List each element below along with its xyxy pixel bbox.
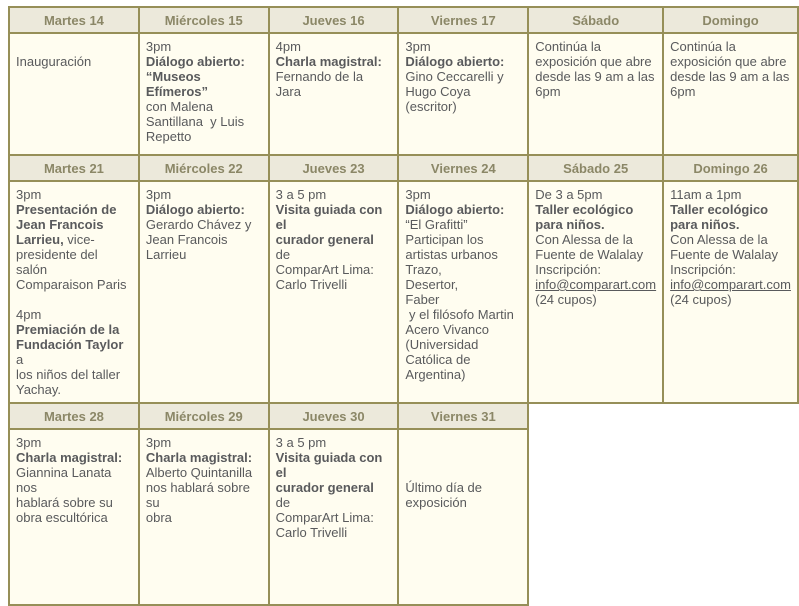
event-text: de — [275, 480, 378, 510]
day-cell — [663, 181, 798, 403]
event-text: a — [16, 337, 128, 367]
event-text: 3pm — [16, 435, 42, 450]
day-header: Miércoles 22 — [139, 155, 269, 181]
event-line — [405, 39, 521, 54]
event-line — [405, 367, 521, 382]
event-line — [146, 54, 262, 69]
event-text: 6pm — [535, 84, 561, 99]
event-line — [146, 202, 262, 217]
event-line — [405, 187, 521, 202]
event-line — [405, 217, 521, 232]
event-title-text: Taller ecológico — [670, 202, 769, 217]
event-text: Gino Ceccarelli y — [405, 69, 504, 84]
event-text: 3 a 5 pm — [275, 435, 327, 450]
event-line — [670, 262, 791, 277]
event-title-text: curador general — [275, 232, 374, 247]
event-line — [16, 450, 132, 465]
event-text: exposición que abre — [670, 54, 787, 69]
week-1-body-row — [9, 33, 798, 155]
day-cell — [398, 33, 528, 155]
event-text: Inauguración — [16, 54, 92, 69]
day-cell — [528, 181, 663, 403]
day-header: Viernes 31 — [398, 403, 528, 429]
event-line — [16, 277, 132, 292]
event-line — [535, 39, 656, 54]
event-line — [16, 202, 132, 217]
event-line — [16, 367, 132, 382]
event-text: 11am a 1pm — [670, 187, 742, 202]
event-line — [146, 450, 262, 465]
event-line — [535, 247, 656, 262]
event-text: desde las 9 am a las — [670, 69, 790, 84]
event-line — [276, 69, 392, 99]
event-line — [276, 510, 392, 525]
day-header: Domingo 26 — [663, 155, 798, 181]
event-line — [535, 69, 656, 84]
day-cell — [663, 33, 798, 155]
event-text: 3 a 5 pm — [275, 187, 327, 202]
event-title-text: Visita guiada con el — [275, 202, 386, 232]
event-line — [670, 292, 791, 307]
event-line — [670, 39, 791, 54]
event-line — [670, 277, 791, 292]
event-title-text: Charla magistral: — [145, 450, 253, 465]
day-cell — [269, 429, 399, 605]
event-text: con Malena — [145, 99, 214, 114]
event-text: Jean Francois — [145, 232, 228, 247]
event-line — [535, 84, 656, 99]
event-text: los niños del taller — [16, 367, 121, 382]
event-calendar-body — [9, 7, 798, 605]
event-text: Continúa la — [535, 39, 602, 54]
event-text: Con Alessa de la — [535, 232, 633, 247]
event-line — [405, 247, 521, 262]
event-line — [16, 217, 132, 232]
event-line — [405, 54, 521, 69]
event-line — [535, 232, 656, 247]
day-cell — [269, 33, 399, 155]
email-link[interactable]: info@comparart.com — [535, 277, 657, 292]
event-text: presidente del salón — [16, 247, 102, 277]
event-text: Alberto Quintanilla — [145, 465, 253, 480]
event-text: (Universidad — [405, 337, 479, 352]
day-header: Jueves 23 — [269, 155, 399, 181]
event-line — [276, 277, 392, 292]
event-line — [405, 337, 521, 352]
event-line — [16, 435, 132, 450]
event-line — [405, 495, 521, 510]
day-cell — [398, 429, 528, 605]
event-line — [670, 84, 791, 99]
event-text: 4pm — [16, 307, 42, 322]
day-header: Martes 21 — [9, 155, 139, 181]
event-line — [146, 435, 262, 450]
event-text: Inscripción: — [535, 262, 601, 277]
event-line — [670, 202, 791, 217]
event-line — [535, 292, 656, 307]
event-line — [16, 39, 132, 54]
event-line — [535, 217, 656, 232]
event-text: Continúa la — [670, 39, 736, 54]
event-text: Desertor, — [405, 277, 459, 292]
week-2-header-row — [9, 155, 798, 181]
event-line — [670, 217, 791, 232]
event-title-text: Larrieu, — [16, 232, 64, 247]
event-line — [276, 54, 392, 69]
empty-cell — [528, 429, 663, 605]
empty-cell — [663, 403, 798, 429]
day-header: Martes 14 — [9, 7, 139, 33]
event-title-text: Charla magistral: — [275, 54, 382, 69]
event-line — [16, 307, 132, 322]
event-text: Acero Vivanco — [405, 322, 490, 337]
day-cell — [139, 33, 269, 155]
event-line — [405, 307, 521, 322]
event-line — [276, 39, 392, 54]
event-text: desde las 9 am a las — [535, 69, 655, 84]
event-title-text: Diálogo abierto: — [145, 202, 245, 217]
event-text: 3pm — [405, 39, 431, 54]
event-text: Giannina Lanata nos — [16, 465, 116, 495]
day-header: Jueves 30 — [269, 403, 399, 429]
event-text: 6pm — [670, 84, 696, 99]
event-line — [146, 69, 262, 99]
event-line — [276, 232, 392, 262]
event-text: (24 cupos) — [535, 292, 597, 307]
event-line — [16, 337, 132, 367]
day-header: Miércoles 29 — [139, 403, 269, 429]
event-line — [146, 39, 262, 54]
event-line — [405, 277, 521, 292]
event-title-text: “Museos Efímeros” — [145, 69, 208, 99]
event-text: 4pm — [275, 39, 301, 54]
event-line — [405, 262, 521, 277]
event-text: 3pm — [145, 39, 172, 54]
event-line — [535, 202, 656, 217]
day-header: Sábado — [528, 7, 663, 33]
event-text: “El Grafitti” — [405, 217, 468, 232]
event-line — [405, 232, 521, 247]
event-line — [16, 465, 132, 495]
event-text: 3pm — [145, 435, 172, 450]
event-line — [146, 232, 262, 247]
event-line — [405, 69, 521, 84]
event-line — [16, 322, 132, 337]
event-text: Inscripción: — [670, 262, 736, 277]
event-line — [146, 217, 262, 232]
event-text: nos hablará sobre su — [145, 480, 254, 510]
event-text: obra escultórica — [16, 510, 108, 525]
day-cell — [139, 181, 269, 403]
day-header: Sábado 25 — [528, 155, 663, 181]
event-line — [535, 262, 656, 277]
event-text: exposición — [405, 495, 467, 510]
event-text: hablará sobre su — [16, 495, 113, 510]
week-1-header-row — [9, 7, 798, 33]
empty-cell — [663, 429, 798, 605]
event-line — [146, 99, 262, 114]
event-text: Fernando de la Jara — [275, 69, 367, 99]
event-line — [405, 202, 521, 217]
event-line — [405, 292, 521, 307]
event-text: Católica de — [405, 352, 471, 367]
event-line — [405, 84, 521, 114]
event-title-text: curador general — [275, 480, 374, 495]
event-text: Fuente de Walalay — [535, 247, 644, 262]
event-line — [276, 480, 392, 510]
event-line — [670, 69, 791, 84]
event-text: De 3 a 5pm — [535, 187, 603, 202]
event-text: ComparArt Lima: — [275, 262, 374, 277]
event-text: Yachay. — [16, 382, 62, 397]
event-text: ComparArt Lima: — [275, 510, 374, 525]
event-title-text: Taller ecológico — [535, 202, 634, 217]
event-line — [16, 292, 132, 307]
day-cell — [139, 429, 269, 605]
event-title-text: Charla magistral: — [16, 450, 123, 465]
event-text: Hugo Coya (escritor) — [405, 84, 475, 114]
event-line — [405, 450, 521, 465]
event-line — [405, 352, 521, 367]
event-line — [16, 382, 132, 397]
event-text: Larrieu — [145, 247, 187, 262]
event-line — [146, 480, 262, 510]
event-line — [146, 510, 262, 525]
event-line — [146, 465, 262, 480]
event-line — [535, 277, 656, 292]
event-text: exposición que abre — [535, 54, 652, 69]
event-text: artistas urbanos — [405, 247, 498, 262]
event-text: Repetto — [145, 129, 192, 144]
event-line — [670, 247, 791, 262]
week-3-header-row — [9, 403, 798, 429]
day-cell — [9, 33, 139, 155]
event-line — [276, 187, 392, 202]
event-text: de — [275, 232, 378, 262]
event-text: obra — [145, 510, 172, 525]
event-title-text: para niños. — [670, 217, 740, 232]
event-line — [670, 54, 791, 69]
event-line — [16, 232, 132, 247]
event-text: y el filósofo Martin — [405, 307, 514, 322]
event-line — [670, 187, 791, 202]
day-header: Martes 28 — [9, 403, 139, 429]
day-cell — [9, 429, 139, 605]
event-line — [405, 322, 521, 337]
event-line — [146, 247, 262, 262]
event-line — [16, 247, 132, 277]
event-line — [535, 187, 656, 202]
event-title-text: Diálogo abierto: — [405, 202, 505, 217]
day-header: Viernes 17 — [398, 7, 528, 33]
event-title-text: Visita guiada con el — [275, 450, 386, 480]
week-2-body-row — [9, 181, 798, 403]
event-line — [276, 435, 392, 450]
event-text: 3pm — [145, 187, 172, 202]
event-title-text: para niños. — [535, 217, 605, 232]
day-cell — [269, 181, 399, 403]
event-line — [276, 450, 392, 480]
event-line — [670, 232, 791, 247]
event-text: 3pm — [405, 187, 431, 202]
day-header: Viernes 24 — [398, 155, 528, 181]
event-line — [405, 465, 521, 480]
event-line — [276, 262, 392, 277]
event-line — [146, 187, 262, 202]
event-text: Carlo Trivelli — [275, 525, 348, 540]
event-title-text: Presentación de — [16, 202, 117, 217]
event-calendar — [8, 6, 799, 606]
week-3-body-row — [9, 429, 798, 605]
event-title-text: Diálogo abierto: — [405, 54, 505, 69]
event-text: Trazo, — [405, 262, 442, 277]
event-text: Con Alessa de la — [670, 232, 768, 247]
day-cell — [9, 181, 139, 403]
event-line — [276, 525, 392, 540]
event-title-text: Fundación Taylor — [16, 337, 124, 352]
event-line — [535, 54, 656, 69]
event-text: Último día de — [405, 480, 483, 495]
event-line — [16, 495, 132, 510]
event-text: Gerardo Chávez y — [145, 217, 252, 232]
event-text: Carlo Trivelli — [275, 277, 348, 292]
event-text: Argentina) — [405, 367, 466, 382]
event-line — [16, 54, 132, 69]
event-line — [276, 202, 392, 232]
event-title-text: Premiación de la — [16, 322, 120, 337]
event-line — [405, 435, 521, 450]
event-text: vice- — [63, 232, 95, 247]
empty-cell — [528, 403, 663, 429]
event-text: Faber — [405, 292, 440, 307]
email-link[interactable]: info@comparart.com — [670, 277, 791, 292]
event-line — [146, 129, 262, 144]
event-text: Santillana y Luis — [145, 114, 245, 129]
day-header: Jueves 16 — [269, 7, 399, 33]
event-text: 3pm — [16, 187, 42, 202]
event-text: Participan los — [405, 232, 484, 247]
event-title-text: Diálogo abierto: — [145, 54, 245, 69]
event-line — [16, 187, 132, 202]
event-text: Comparaison Paris — [16, 277, 127, 292]
day-header: Miércoles 15 — [139, 7, 269, 33]
day-header: Domingo — [663, 7, 798, 33]
event-line — [405, 480, 521, 495]
event-line — [146, 114, 262, 129]
event-text: Fuente de Walalay — [670, 247, 779, 262]
event-text: (24 cupos) — [670, 292, 732, 307]
day-cell — [398, 181, 528, 403]
day-cell — [528, 33, 663, 155]
event-title-text: Jean Francois — [16, 217, 104, 232]
event-line — [16, 510, 132, 525]
